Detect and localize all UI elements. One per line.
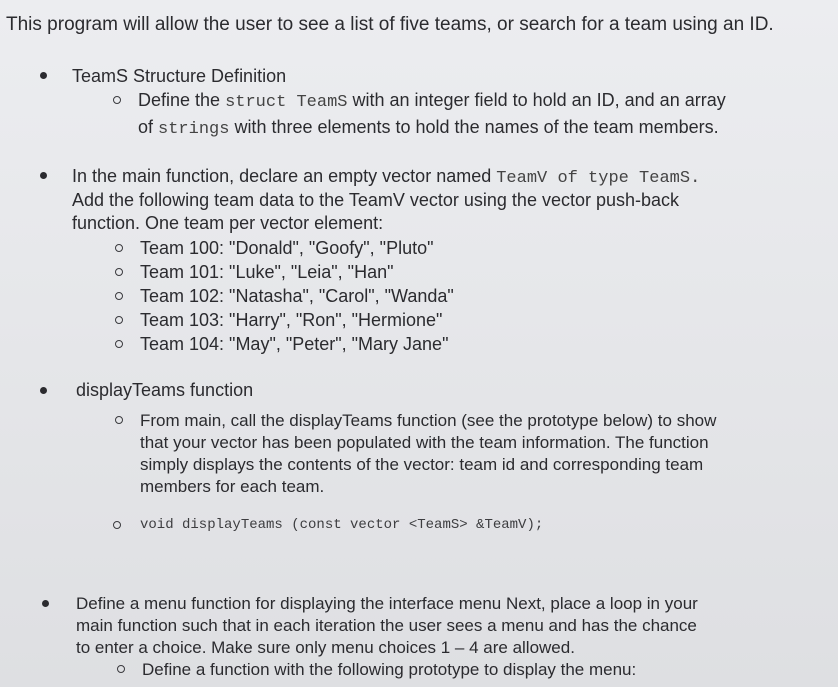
section3-line: From main, call the displayTeams function (see the prototype below) to show <box>140 411 717 430</box>
text: with three elements to hold the names of the team members. <box>229 117 719 137</box>
sub-bullet-icon <box>115 244 123 252</box>
bullet-icon <box>40 72 47 79</box>
sub-bullet-icon <box>115 292 123 300</box>
intro-text: This program will allow the user to see a list of five teams, or search for a team using an ID. <box>6 14 774 35</box>
section4-sub: Define a function with the following prototype to display the menu: <box>142 660 637 679</box>
prototype-code: void displayTeams (const vector <TeamS> &TeamV); <box>140 517 544 533</box>
sub-bullet-icon <box>115 416 123 424</box>
sub-bullet-icon <box>113 96 121 104</box>
section2-line1 <box>72 166 700 189</box>
section1-sub-line1 <box>138 90 726 113</box>
section1-sub-line2 <box>138 117 719 140</box>
bullet-icon <box>40 387 47 394</box>
section4-line: Define a menu function for displaying the interface menu Next, place a loop in your <box>76 594 698 613</box>
sub-bullet-icon <box>113 521 121 529</box>
text: with an integer field to hold an ID, and an array <box>347 90 726 110</box>
section2-line2: Add the following team data to the TeamV vector using the vector push-back <box>72 190 680 210</box>
code-strings: strings <box>158 120 230 139</box>
bullet-icon <box>40 172 47 179</box>
team-item: Team 102: "Natasha", "Carol", "Wanda" <box>140 286 454 306</box>
text: In the main function, declare an empty vector named <box>72 166 497 186</box>
sub-bullet-icon <box>115 340 123 348</box>
code-struct-teams: struct TeamS <box>225 93 348 112</box>
section3-line: simply displays the contents of the vector: team id and corresponding team <box>140 455 704 474</box>
sub-bullet-icon <box>115 268 123 276</box>
section1-heading: TeamS Structure Definition <box>72 66 287 86</box>
text: of <box>138 117 159 137</box>
team-item: Team 104: "May", "Peter", "Mary Jane" <box>140 334 449 354</box>
sub-bullet-icon <box>117 665 125 673</box>
sub-bullet-icon <box>115 316 123 324</box>
section3-line: members for each team. <box>140 477 325 496</box>
section4-line: main function such that in each iteration the user sees a menu and has the chance <box>76 616 697 635</box>
code-teamv: TeamV of type TeamS. <box>496 169 701 188</box>
text: Define the <box>138 90 226 110</box>
section4-line: to enter a choice. Make sure only menu choices 1 – 4 are allowed. <box>76 638 575 657</box>
bullet-icon <box>42 600 49 607</box>
team-item: Team 101: "Luke", "Leia", "Han" <box>140 262 394 282</box>
section3-heading: displayTeams function <box>76 380 254 400</box>
team-item: Team 100: "Donald", "Goofy", "Pluto" <box>140 238 434 258</box>
section3-line: that your vector has been populated with the team information. The function <box>140 433 709 452</box>
section2-line3: function. One team per vector element: <box>72 213 384 233</box>
team-item: Team 103: "Harry", "Ron", "Hermione" <box>140 310 443 330</box>
